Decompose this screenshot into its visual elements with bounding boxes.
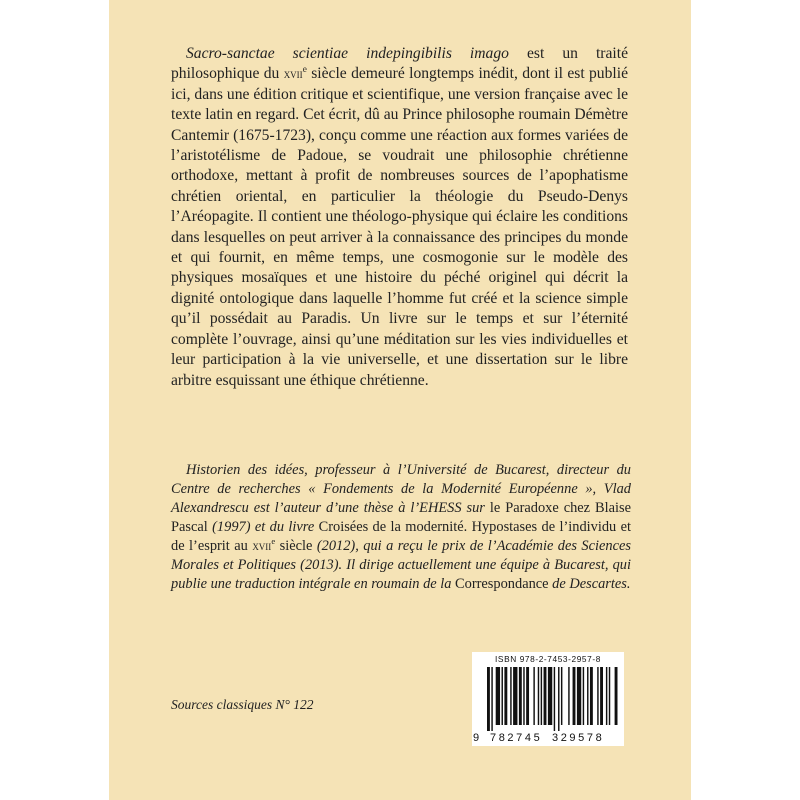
barcode-bar: [590, 667, 593, 725]
bio-work-1: le Paradoxe chez Blaise Pascal: [171, 500, 631, 535]
barcode-bar: [541, 667, 542, 725]
barcode-bar: [533, 667, 534, 725]
barcode-bars: [478, 667, 618, 733]
bio-text-4: de Descartes.: [552, 576, 631, 592]
barcode-bar: [544, 667, 547, 725]
barcode-bar: [491, 667, 492, 731]
description-text-1: est un traité philosophique du: [171, 45, 628, 83]
bio-work-2-end: siècle: [275, 538, 317, 554]
bio-century-superscript: e: [271, 536, 276, 547]
barcode-bar: [587, 667, 588, 725]
barcode-bar: [606, 667, 607, 725]
barcode-bar: [538, 667, 539, 725]
barcode-bar: [558, 667, 559, 731]
bio-paragraph: [171, 461, 631, 594]
barcode-bar: [523, 667, 524, 725]
description-paragraph: [171, 44, 628, 391]
bio-work-2: Croisées de la modernité. Hypostases de l’individu et de l’esprit au: [171, 519, 631, 554]
ean-first-digit: 9: [473, 732, 480, 744]
barcode-bar: [502, 667, 503, 725]
barcode-bar: [548, 667, 552, 725]
bio-text-2: (1997) et du livre: [212, 519, 319, 535]
century-numeral: xvii: [283, 66, 303, 82]
barcode-bar: [583, 667, 584, 725]
ean-left-digits: 782745: [490, 732, 543, 744]
barcode-bar: [600, 667, 603, 725]
barcode-bar: [513, 667, 517, 725]
barcode-bar: [615, 667, 618, 725]
bio-text-1: Historien des idées, professeur à l’Université de Bucarest, directeur du Centre de recherches « Fondements de la Modernité Européenne », Vlad Alexandrescu est l’auteur d’une thèse à l’EHESS sur: [171, 462, 631, 516]
barcode-bar: [554, 667, 555, 731]
bio-century-numeral: xvii: [252, 539, 272, 553]
barcode-bar: [496, 667, 500, 725]
description-text-2: siècle demeuré longtemps inédit, dont il est publié ici, dans une édition critique et scientifique, une version française avec le texte latin en regard. Cet écrit, dû au Prince philosophe roumain Démètre Cantemir (1675-1723), conçu comme une réaction aux formes variées de l’aristotélisme de Padoue, se voudrait une philosophie chrétienne orthodoxe, mettant à profit de nombreuses sources de l’apophatisme chrétien oriental, en particulier la théologie du Pseudo-Denys l’Aréopagite. Il contient une théologo-physique qui éclaire les conditions dans lesquelles on peut arriver à la connaissance des principes du monde et qui fournit, en même temps, une cosmogonie sur le modèle des physiques mosaïques et une histoire du péché originel qui décrit la dignité ontologique dans laquelle l’homme fut créé et la science simple qu’il possédait au Paradis. Un livre sur le temps et sur l’éternité complète l’ouvrage, ainsi qu’une méditation sur les vies individuelles et leur participation à la vie universelle, et une dissertation sur le libre arbitre esquissant une éthique chrétienne.: [171, 65, 628, 389]
barcode-bar: [487, 667, 490, 731]
ean-right-digits: 329578: [552, 732, 605, 744]
isbn-label: ISBN 978-2-7453-2957-8: [495, 654, 601, 664]
book-description: [171, 44, 628, 391]
author-bio: [171, 461, 631, 594]
barcode-bar: [519, 667, 522, 725]
barcode-bar: [504, 667, 507, 725]
barcode-bar: [510, 667, 511, 725]
barcode-bar: [577, 667, 581, 725]
bio-text-3: (2012), qui a reçu le prix de l’Académie des Sciences Morales et Politiques (2013). Il dirige actuellement une équipe à Bucarest, qui publie une traduction intégrale en roumain de la: [171, 538, 631, 592]
barcode-bar: [597, 667, 598, 725]
bio-work-3: Correspondance: [455, 576, 553, 592]
barcode-bar: [561, 667, 562, 725]
isbn-barcode: [472, 652, 624, 746]
barcode-bar: [573, 667, 576, 725]
barcode-bar: [609, 667, 610, 725]
century-superscript: e: [302, 65, 307, 76]
barcode-bar: [526, 667, 529, 725]
series-label: Sources classiques N° 122: [171, 697, 314, 712]
barcode-bar: [568, 667, 569, 725]
book-title: Sacro-sanctae scientiae indepingibilis imago: [186, 45, 509, 62]
